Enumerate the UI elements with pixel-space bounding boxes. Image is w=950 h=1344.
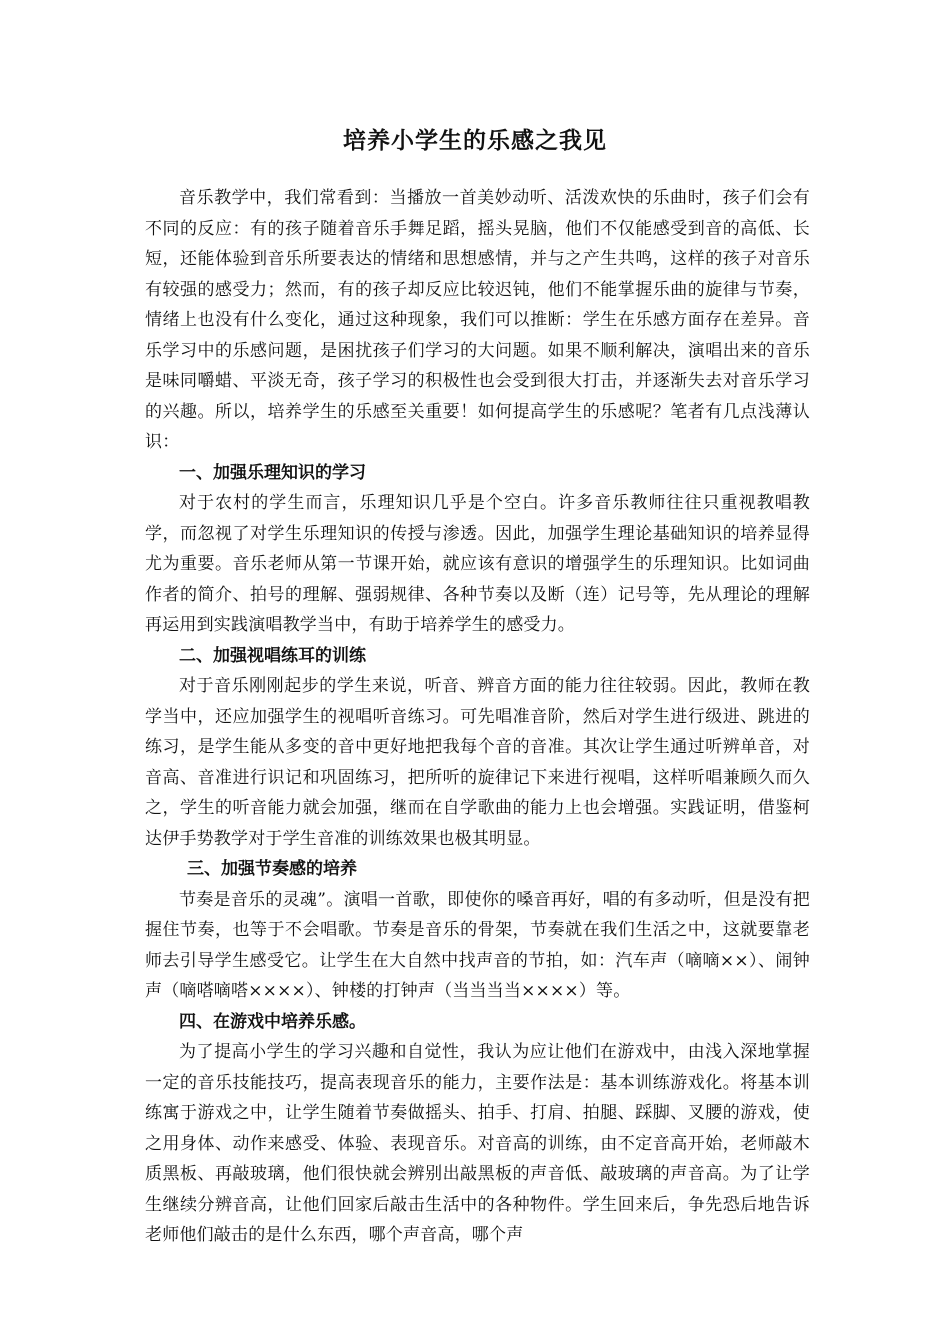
section-paragraph-2: 对于音乐刚刚起步的学生来说，听音、辨音方面的能力往往较弱。因此，教师在教学当中，还应加强学生的视唱听音练习。可先唱准音阶，然后对学生进行级进、跳进的练习，是学生能从多变的音中更好地把我每个音的音准。其次让学生通过听辨单音，对音高、音准进行识记和巩固练习，把所听的旋律记下来进行视唱，这样听唱兼顾久而久之，学生的听音能力就会加强，继而在自学歌曲的能力上也会增强。实践证明，借鉴柯达伊手势教学对于学生音准的训练效果也极其明显。 — [145, 676, 810, 849]
section-paragraph-1: 对于农村的学生而言，乐理知识几乎是个空白。许多音乐教师往往只重视教唱教学，而忽视了对学生乐理知识的传授与渗透。因此，加强学生理论基础知识的培养显得尤为重要。音乐老师从第一节课开始，就应该有意识的增强学生的乐理知识。比如词曲作者的简介、拍号的理解、强弱规律、各种节奏以及断（连）记号等，先从理论的理解再运用到实践演唱教学当中，有助于培养学生的感受力。 — [145, 493, 810, 635]
section-heading-4: 四、在游戏中培养乐感。 — [179, 1011, 366, 1032]
section-paragraph-3: 节奏是音乐的灵魂”。演唱一首歌，即使你的嗓音再好，唱的有多动听，但是没有把握住节奏，也等于不会唱歌。节奏是音乐的骨架，节奏就在我们生活之中，这就要靠老师去引导学生感受它。让学生在大自然中找声音的节拍，如：汽车声（嘀嘀××）、闹钟声（嘀嗒嘀嗒××××）、钟楼的打钟声（当当当当××××）等。 — [145, 889, 810, 1001]
section-heading-3: 三、加强节奏感的培养 — [187, 859, 357, 879]
document-body — [145, 183, 810, 1251]
intro-paragraph: 音乐教学中，我们常看到：当播放一首美妙动听、活泼欢快的乐曲时，孩子们会有不同的反应：有的孩子随着音乐手舞足蹈，摇头晃脑，他们不仅能感受到音的高低、长短，还能体验到音乐所要表达的情绪和思想感情，并与之产生共鸣，这样的孩子对音乐有较强的感受力；然而，有的孩子却反应比较迟钝，他们不能掌握乐曲的旋律与节奏，情绪上也没有什么变化，通过这种现象，我们可以推断：学生在乐感方面存在差异。音乐学习中的乐感问题，是困扰孩子们学习的大问题。如果不顺利解决，演唱出来的音乐是味同嚼蜡、平淡无奇，孩子学习的积极性也会受到很大打击，并逐渐失去对音乐学习的兴趣。所以，培养学生的乐感至关重要！如何提高学生的乐感呢？笔者有几点浅薄认识： — [145, 188, 810, 452]
section-heading-2: 二、加强视唱练耳的训练 — [179, 645, 366, 666]
section-heading-1: 一、加强乐理知识的学习 — [179, 462, 366, 483]
document-title: 培养小学生的乐感之我见 — [343, 127, 607, 154]
section-paragraph-4: 为了提高小学生的学习兴趣和自觉性，我认为应让他们在游戏中，由浅入深地掌握一定的音乐技能技巧，提高表现音乐的能力，主要作法是：基本训练游戏化。将基本训练寓于游戏之中，让学生随着节奏做摇头、拍手、打肩、拍腿、踩脚、叉腰的游戏，使之用身体、动作来感受、体验、表现音乐。对音高的训练，由不定音高开始，老师敲木质黑板、再敲玻璃，他们很快就会辨别出敲黑板的声音低、敲玻璃的声音高。为了让学生继续分辨音高，让他们回家后敲击生活中的各种物件。学生回来后，争先恐后地告诉老师他们敲击的是什么东西，哪个声音高，哪个声 — [145, 1042, 810, 1245]
